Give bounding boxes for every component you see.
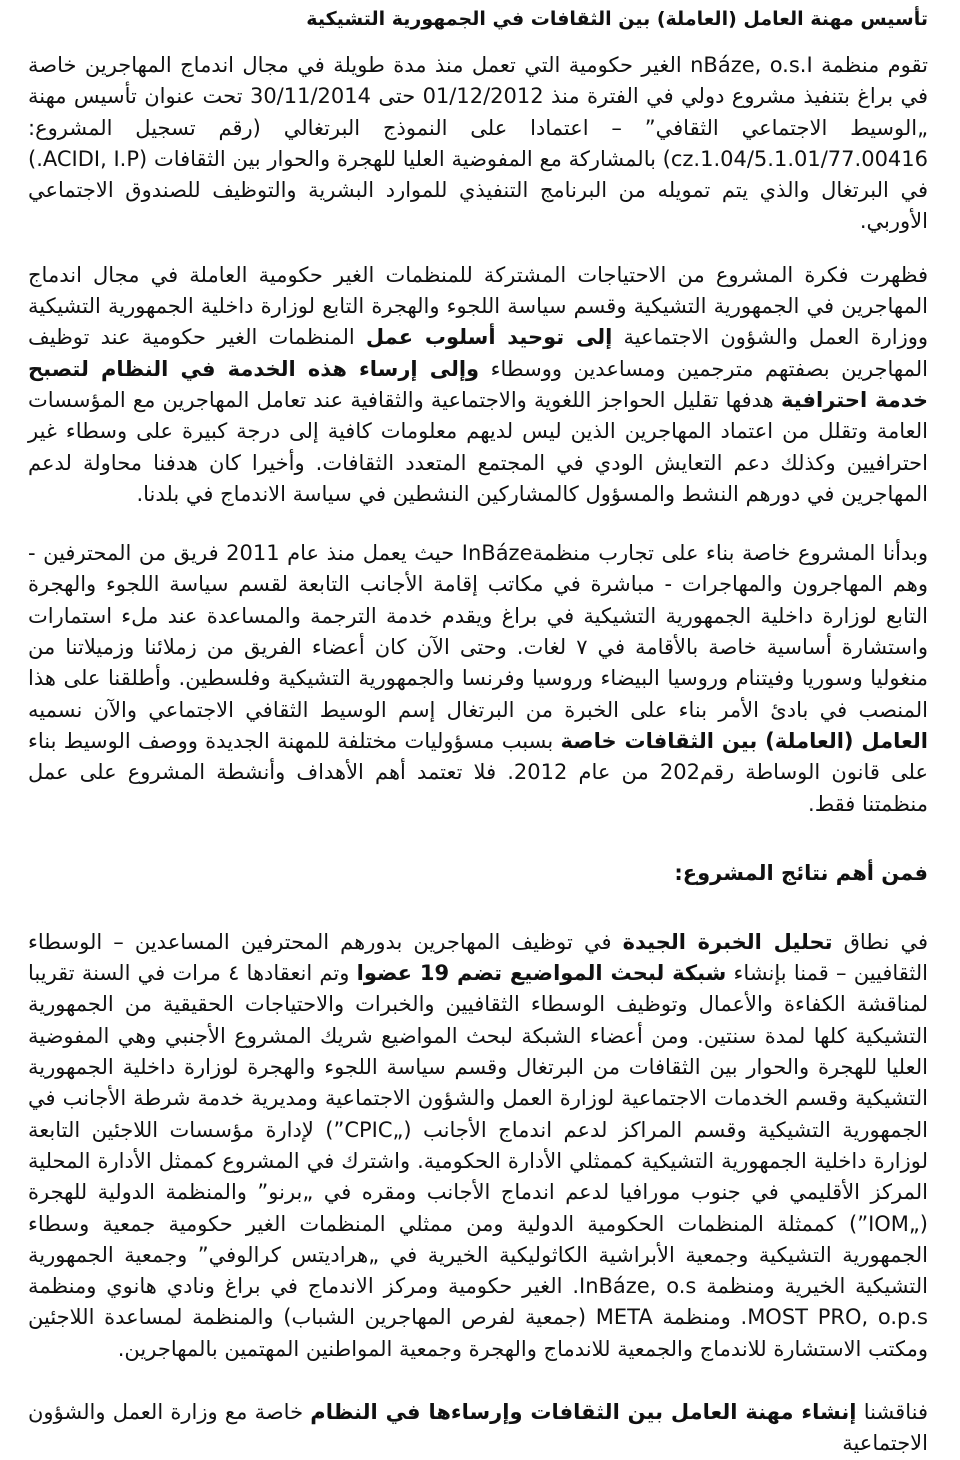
text-run: في توظيف المهاجرين بدورهم المحترفين المساعدين – الوسطاء الثقافيين – قمنا بإنشاء — [28, 929, 928, 986]
results-heading: فمن أهم نتائج المشروع: — [674, 860, 928, 885]
text-run: فظهرت فكرة المشروع من الاحتياجات المشتركة للمنظمات الغير حكومية العاملة في مجال اندماج المهاجرين في الجمهورية التشيكية وقسم سياسة اللجوء والهجرة التابع لوزارة داخلية الجمهورية التشيكية ووزارة العمل والشؤون الاجتماعية — [28, 262, 929, 350]
bold-run: إنشاء مهنة العامل بين الثقافات وإرساءها في النظام — [310, 1399, 857, 1424]
results-paragraph — [28, 927, 928, 1365]
text-run: فناقشنا — [856, 1399, 928, 1424]
closing-paragraph — [28, 1397, 928, 1460]
bold-run: وإلى إرساء هذه الخدمة في النظام لتصبح خدمة احترافية — [28, 356, 929, 412]
text-run: خاصة مع وزارة العمل والشؤون الاجتماعية — [28, 1399, 928, 1456]
bold-run: العامل (العاملة) بين الثقافات خاصة — [560, 728, 929, 753]
text-run: وبدأنا المشروع خاصة بناء على تجارب منظمةInBáze حيث يعمل منذ عام 2011 فريق من المحترفين - وهم المهاجرون والمهاجرات - مباشرة في مكاتب إقامة الأجانب التابعة لقسم سياسة اللجوء والهجرة التابع لوزارة داخلية الجمهورية التشيكية في براغ ويقدم خدمة الترجمة والمساعدة عند ملء استمارات واستشارة أساسية خاصة بالأقامة في ٧ لغات. وحتى الآن كان أعضاء الفريق من زملائنا وزميلاتنا من منغوليا وسوريا وفيتنام وروسيا البيضاء وروسيا وفرنسا والجمهورية التشيكية وفلسطين. وأطلقنا على هذا المنصب في بادئ الأمر بناء على الخبرة من البرتغال إسم الوسيط الثقافي الاجتماعي والآن نسميه — [28, 541, 929, 722]
document-title: تأسيس مهنة العامل (العاملة) بين الثقافات في الجمهورية التشيكية — [306, 8, 928, 30]
project-idea-paragraph — [28, 260, 928, 510]
intro-paragraph — [28, 50, 928, 238]
text-run: بسبب مسؤوليات مختلفة للمهنة الجديدة ووصف الوسيط بناء على قانون الوساطة رقم202 من عام 2012. فلا تعتمد أهم الأهداف وأنشطة المشروع على عمل منظمتنا فقط. — [28, 728, 928, 816]
bold-run: إلى توحيد أسلوب عمل — [365, 325, 613, 350]
bold-run: شبكة لبحث المواضيع تضم 19 عضوا — [356, 961, 727, 986]
bold-run: تحليل الخبرة الجيدة — [622, 929, 833, 954]
text-run: المنظمات الغير حكومية عند توظيف المهاجرين بصفتهم مترجمين ومساعدين ووسطاء — [28, 325, 928, 381]
text-run: هدفها تقليل الحواجز اللغوية والاجتماعية والثقافية عند تعامل المهاجرين مع المؤسسات العامة وتقلل من اعتماد المهاجرين الذين ليس لديهم معلومات كافية إلى درجة كبيرة على وسطاء غير احترافيين وكذلك دعم التعايش الودي في المجتمع المتعدد الثقافات. وأخيرا كان هدفنا محاولة لدعم المهاجرين في دورهم النشط والمسؤول كالمشاركين النشطين في سياسة الاندماج في بلدنا. — [28, 387, 928, 506]
text-run: وتم انعقادها ٤ مرات في السنة تقريبا لمناقشة الكفاءة والأعمال وتوظيف الوسطاء الثقافيين والخبرات والاحتياجات الحقيقية من الجمهورية التشيكية كلها لمدة سنتين. ومن أعضاء الشبكة لبحث المواضيع شريك المشروع الأجنبي وهي المفوضية العليا للهجرة والحوار بين الثقافات من البرتغال وقسم سياسة اللجوء والهجرة لوزارة داخلية الجمهورية التشيكية وقسم الخدمات الاجتماعية لوزارة العمل والشؤون الاجتماعية ومديرية خدمة شرطة الأجانب في الجمهورية التشيكية وقسم المراكز لدعم اندماج الأجانب („CPIC”) لإدارة مؤسسات اللاجئين التابعة لوزارة داخلية الجمهورية التشيكية كممثلي الأدارة الحكومية. واشترك في المشروع كممثل الأدارة المحلية المركز الأقليمي في جنوب مورافيا لدعم اندماج الأجانب ومقره في „برنو” والمنظمة الدولية للهجرة („IOM”) كممثلة المنظمات الحكومية الدولية ومن ممثلي المنظمات الغير حكومية جمعية وسطاء الجمهورية التشيكية وجمعية الأبراشية الكاثوليكية الخيرية في „هراديتس كرالوفي” وجمعية الجمهورية التشيكية الخيرية ومنظمة InBáze, o.s. الغير حكومية ومركز الاندماج في براغ ونادي هانوي ومنظمة MOST PRO, o.p.s. ومنظمة META (جمعية لفرص المهاجرين الشباب) والمنظمة لمساعدة اللاجئين ومكتب الاستشارة للاندماج والجمعية للاندماج والهجرة وجمعية المواطنين المهتمين بالمهاجرين. — [28, 961, 929, 1361]
project-background-paragraph — [28, 538, 928, 820]
text-run: تقوم منظمة nBáze, o.s.I الغير حكومية التي تعمل منذ مدة طويلة في مجال اندماج المهاجرين خاصة في براغ بتنفيذ مشروع دولي في الفترة منذ 01/12/2012 حتى 30/11/2014 تحت عنوان تأسيس مهنة „الوسيط الاجتماعي الثقافي” – اعتمادا على النموذج البرتغالي (رقم تسجيل المشروع: cz.1.04/5.1.01/77.00416) بالمشاركة مع المفوضية العليا للهجرة والحوار بين الثقافات (ACIDI, I.P.) في البرتغال والذي يتم تمويله من البرنامج التنفيذي للموارد البشرية والتوظيف للصندوق الاجتماعي الأوربي. — [28, 53, 929, 234]
text-run: في نطاق — [832, 929, 928, 954]
